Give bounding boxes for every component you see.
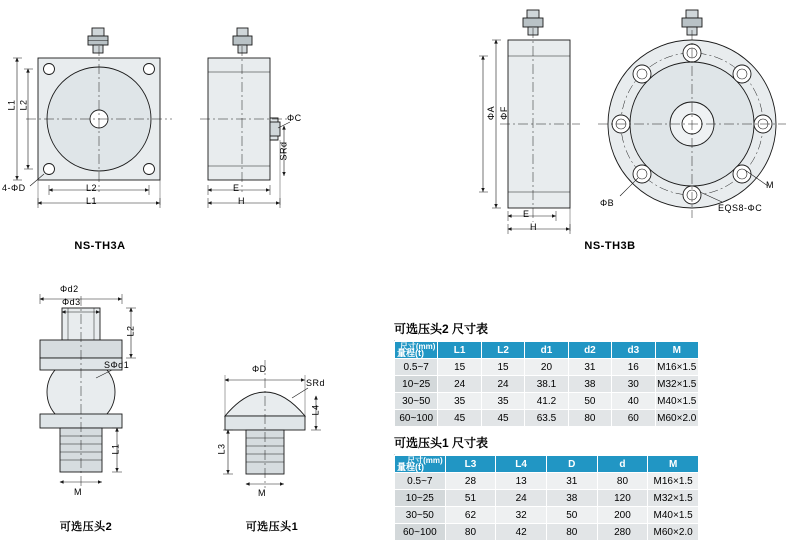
table-head1-dimensions: [394, 434, 699, 541]
cell: 35: [481, 393, 524, 410]
cell: 63.5: [525, 410, 568, 427]
cell: 16: [612, 359, 655, 376]
cell: 15: [438, 359, 481, 376]
label-th3b-e: E: [523, 209, 530, 219]
table-head2-col-4: d3: [612, 342, 655, 359]
table-head1-col-3: d: [597, 456, 648, 473]
cell: 80: [546, 524, 597, 541]
cell: M60×2.0: [648, 524, 699, 541]
label-head2-m: M: [74, 487, 82, 497]
label-th3a-h: H: [238, 196, 245, 206]
table-row: [395, 359, 699, 376]
table-head1-title: 可选压头1 尺寸表: [394, 436, 489, 450]
table-head1-col-2: D: [546, 456, 597, 473]
label-th3b-phif: ΦF: [498, 106, 509, 120]
cell: 24: [438, 376, 481, 393]
cell: 42: [496, 524, 547, 541]
label-head2-d3: Φd3: [62, 297, 81, 307]
cell: 30~50: [395, 393, 438, 410]
cell: 40: [612, 393, 655, 410]
label-th3b-m: M: [766, 180, 774, 190]
table-head2-dimensions: [394, 320, 699, 427]
cell: 60~100: [395, 524, 446, 541]
cell: M40×1.5: [648, 507, 699, 524]
label-head1-l3: L3: [216, 443, 227, 455]
table-head1: [394, 455, 699, 541]
label-head2-l1: L1: [110, 443, 121, 455]
table-head1-col-4: M: [648, 456, 699, 473]
cell: 10~25: [395, 490, 446, 507]
table-head1-header-row: [395, 456, 699, 473]
table-row: [395, 507, 699, 524]
table-head2-corner: [395, 342, 438, 359]
label-head1-d: ΦD: [252, 364, 267, 374]
label-th3b-h: H: [530, 222, 537, 232]
table-head2-col-5: M: [655, 342, 698, 359]
cell: 30~50: [395, 507, 446, 524]
label-head2-sd1: SΦd1: [104, 360, 130, 370]
cell: 24: [496, 490, 547, 507]
table-row: [395, 524, 699, 541]
label-head1-l4: L4: [310, 404, 321, 416]
label-th3b-eqs: EQS8-ΦC: [718, 203, 763, 213]
table-head2-col-0: L1: [438, 342, 481, 359]
table-head1-corner-top: 尺寸(mm): [407, 456, 443, 465]
label-head2-d2: Φd2: [60, 284, 79, 294]
cell: 28: [445, 473, 496, 490]
caption-head1: 可选压头1: [245, 521, 299, 533]
label-th3a-l1-h: L1: [86, 196, 98, 206]
label-th3a-srd: SRd: [278, 141, 289, 161]
table-head2-header-row: [395, 342, 699, 359]
cell: 31: [546, 473, 597, 490]
label-th3b-phib: ΦB: [600, 198, 615, 208]
cell: 0.5~7: [395, 473, 446, 490]
table-row: [395, 376, 699, 393]
table-head1-col-0: L3: [445, 456, 496, 473]
cell: M16×1.5: [655, 359, 698, 376]
table-head1-corner-bottom: 量程(t): [397, 462, 424, 472]
table-head1-col-1: L4: [496, 456, 547, 473]
cell: 45: [481, 410, 524, 427]
label-head1-m: M: [258, 488, 266, 498]
table-row: [395, 490, 699, 507]
cell: 38: [546, 490, 597, 507]
table-row: [395, 473, 699, 490]
cell: M60×2.0: [655, 410, 698, 427]
cell: 31: [568, 359, 611, 376]
cell: 80: [445, 524, 496, 541]
label-th3b-phia: ΦA: [486, 105, 497, 121]
label-th3a-e: E: [233, 183, 240, 193]
table-row: [395, 393, 699, 410]
cell: 50: [546, 507, 597, 524]
cell: M32×1.5: [648, 490, 699, 507]
label-head2-l2: L2: [125, 325, 136, 337]
caption-ns-th3b: NS-TH3B: [584, 240, 636, 252]
cell: 280: [597, 524, 648, 541]
label-th3a-phic: ΦC: [287, 113, 302, 123]
cell: M40×1.5: [655, 393, 698, 410]
table-head2-corner-top: 尺寸(mm): [399, 342, 436, 351]
cell: 32: [496, 507, 547, 524]
cell: 60: [612, 410, 655, 427]
cell: 38: [568, 376, 611, 393]
cell: 10~25: [395, 376, 438, 393]
label-th3a-l2-h: L2: [86, 183, 98, 193]
cell: 45: [438, 410, 481, 427]
caption-head2: 可选压头2: [59, 521, 113, 533]
cell: 15: [481, 359, 524, 376]
table-head2: [394, 341, 699, 427]
table-head2-title: 可选压头2 尺寸表: [394, 322, 489, 336]
label-th3a-l2-v: L2: [18, 99, 29, 111]
table-row: [395, 410, 699, 427]
label-head1-srd: SRd: [306, 378, 326, 388]
cell: 120: [597, 490, 648, 507]
cell: 35: [438, 393, 481, 410]
table-head2-corner-bottom: 量程(t): [397, 348, 424, 358]
cell: M16×1.5: [648, 473, 699, 490]
cell: 200: [597, 507, 648, 524]
label-th3a-l1-v: L1: [6, 99, 17, 111]
cell: 60~100: [395, 410, 438, 427]
cell: 13: [496, 473, 547, 490]
cell: 20: [525, 359, 568, 376]
cell: 51: [445, 490, 496, 507]
table-head2-col-3: d2: [568, 342, 611, 359]
table-head1-corner: [395, 456, 446, 473]
cell: M32×1.5: [655, 376, 698, 393]
label-th3a-hole: 4-ΦD: [2, 183, 26, 193]
cell: 80: [568, 410, 611, 427]
cell: 38.1: [525, 376, 568, 393]
cell: 24: [481, 376, 524, 393]
cell: 41.2: [525, 393, 568, 410]
cell: 50: [568, 393, 611, 410]
table-head2-col-2: d1: [525, 342, 568, 359]
table-head2-col-1: L2: [481, 342, 524, 359]
cell: 62: [445, 507, 496, 524]
cell: 0.5~7: [395, 359, 438, 376]
cell: 30: [612, 376, 655, 393]
cell: 80: [597, 473, 648, 490]
caption-ns-th3a: NS-TH3A: [74, 240, 126, 252]
